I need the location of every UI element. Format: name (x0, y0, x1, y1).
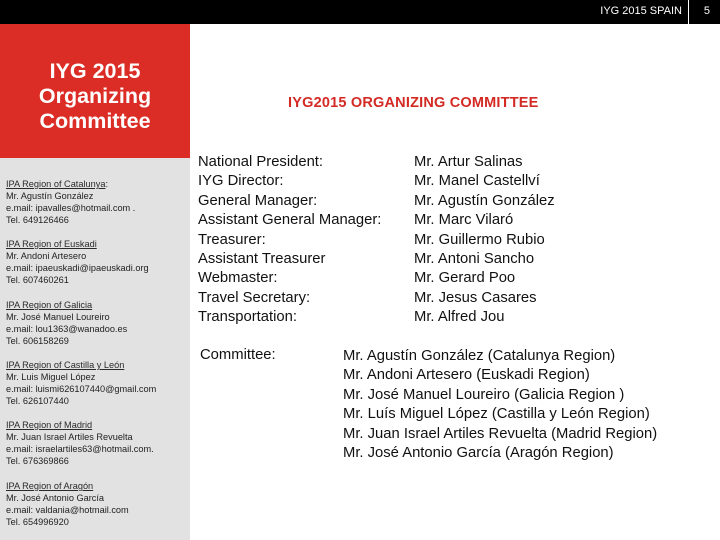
region-aragon (6, 480, 190, 528)
committee-member: Mr. Agustín González (Catalunya Region) (343, 348, 616, 364)
committee-member: Mr. José Antonio García (Aragón Region) (343, 445, 614, 462)
region-email: e.mail: lou1363@wanadoo.es (6, 324, 128, 334)
region-name: IPA Region of Euskadi (6, 239, 97, 249)
region-contact: Mr. José Antonio García (6, 493, 105, 503)
role-person: Mr. Gerard Poo (414, 270, 516, 287)
committee-member: Mr. José Manuel Loureiro (Galicia Region ) (343, 386, 625, 403)
region-name: IPA Region of Aragón (6, 481, 94, 491)
role-title: Assistant General Manager: (198, 212, 382, 229)
role-title: Transportation: (198, 309, 297, 326)
region-name: IPA Region of Castilla y León (6, 360, 125, 370)
role-title: IYG Director: (198, 173, 284, 190)
region-tel: Tel. 607460261 (6, 275, 69, 285)
committee-member: Mr. Juan Israel Artiles Revuelta (Madrid Region) (343, 425, 658, 442)
sidebar-title-block (0, 24, 190, 158)
region-email: e.mail: israelartiles63@hotmail.com. (6, 444, 154, 454)
region-tel: Tel. 649126466 (6, 215, 69, 225)
region-name: IPA Region of Catalunya (6, 179, 106, 189)
header-divider (688, 0, 689, 24)
region-contact: Mr. Andoni Artesero (6, 251, 87, 261)
committee-member: Mr. Luís Miguel López (Castilla y León Region) (343, 406, 650, 423)
region-contact: Mr. Luis Miguel López (6, 372, 96, 382)
region-name-suffix: : (105, 179, 108, 189)
role-person: Mr. Guillermo Rubio (414, 231, 545, 248)
role-person: Mr. Jesus Casares (414, 289, 537, 306)
role-title: Treasurer: (198, 231, 266, 248)
header-bar (0, 0, 720, 24)
region-tel: Tel. 606158269 (6, 336, 69, 346)
region-catalunya (6, 178, 190, 226)
role-title: Travel Secretary: (198, 289, 311, 306)
role-title: General Manager: (198, 192, 318, 209)
region-email: e.mail: ipaeuskadi@ipaeuskadi.org (6, 263, 149, 273)
role-person: Mr. Marc Vilaró (414, 212, 514, 229)
page-number: 5 (703, 5, 710, 17)
region-tel: Tel. 654996920 (6, 517, 69, 527)
region-contact: Mr. Agustín González (6, 191, 94, 201)
region-name: IPA Region of Galicia (6, 300, 93, 310)
committee-label: Committee: (200, 347, 276, 363)
region-tel: Tel. 626107440 (6, 396, 69, 406)
region-galicia (6, 299, 190, 347)
role-title: Assistant Treasurer (198, 250, 326, 267)
committee-member: Mr. Andoni Artesero (Euskadi Region) (343, 367, 590, 384)
region-madrid (6, 419, 190, 467)
region-email: e.mail: valdania@hotmail.com (6, 505, 129, 515)
region-email: e.mail: luismi626107440@gmail.com (6, 384, 157, 394)
region-contact: Mr. José Manuel Loureiro (6, 312, 110, 322)
region-castilla-y-leon (6, 359, 190, 407)
page-title: IYG2015 ORGANIZING COMMITTEE (288, 95, 539, 111)
role-title: Webmaster: (198, 270, 278, 287)
header-title: IYG 2015 SPAIN (600, 5, 682, 17)
region-euskadi (6, 238, 190, 286)
role-person: Mr. Manel Castellví (414, 173, 540, 190)
region-contact: Mr. Juan Israel Artiles Revuelta (6, 432, 133, 442)
role-person: Mr. Alfred Jou (414, 309, 505, 326)
region-email: e.mail: ipavalles@hotmail.com . (6, 203, 136, 213)
region-tel: Tel. 676369866 (6, 456, 69, 466)
role-person: Mr. Antoni Sancho (414, 250, 535, 267)
region-name: IPA Region of Madrid (6, 420, 93, 430)
role-person: Mr. Agustín González (414, 192, 555, 209)
role-person: Mr. Artur Salinas (414, 154, 523, 170)
committee-members-list (343, 347, 657, 463)
sidebar-title: IYG 2015 Organizing Committee (38, 59, 152, 133)
role-title: National President: (198, 154, 324, 170)
